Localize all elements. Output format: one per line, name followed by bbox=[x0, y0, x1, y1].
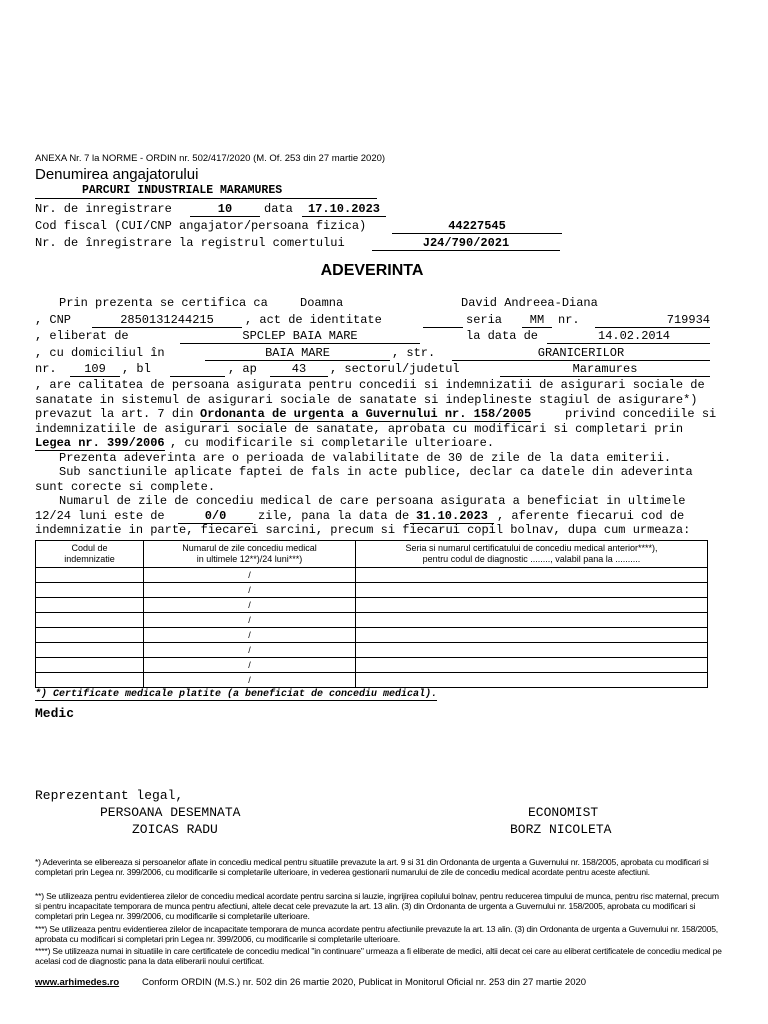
body-line-9: indemnizatiile de asigurari sociale de sanatate, aprobata cu modificari si completari prin bbox=[35, 422, 684, 436]
issue-date: 14.02.2014 bbox=[598, 329, 671, 343]
row-certificate-cell bbox=[356, 673, 708, 688]
row-code-cell bbox=[36, 583, 144, 598]
fiscal-code-label: Cod fiscal (CUI/CNP angajator/persoana fizica) bbox=[35, 219, 367, 233]
cnp-value: 2850131244215 bbox=[120, 313, 214, 327]
id-document-label: , act de identitate bbox=[245, 313, 382, 327]
street-label: , str. bbox=[392, 346, 436, 360]
table-header-row bbox=[36, 541, 708, 568]
until-date: 31.10.2023 bbox=[415, 509, 488, 523]
trade-register-number: J24/790/2021 bbox=[422, 236, 510, 250]
sick-days: 0/0 bbox=[204, 509, 227, 523]
economist-title: ECONOMIST bbox=[528, 805, 599, 820]
column-header-code: Codul de indemnizatie bbox=[36, 541, 144, 568]
medic-label: Medic bbox=[35, 706, 75, 721]
row-certificate-cell bbox=[356, 643, 708, 658]
footnote-3: ***) Se utilizeaza pentru evidentierea zilelor de incapacitate temporara de munca acordate pentru afectiunile prevazute la art. 13 alin. (3) din Ordonanta de urgenta a Guvernului nr. 158/2005, aprobata cu modificari si completari prin Legea nr. 399/2006, cu modificarile si completarile ulterioare. bbox=[35, 924, 718, 944]
table-row bbox=[36, 628, 708, 643]
apartment: 43 bbox=[291, 362, 307, 376]
complete-statement: sunt corecte si complete. bbox=[35, 480, 216, 494]
ordonanta-reference: Ordonanta de urgenta a Guvernului nr. 158/2005 bbox=[200, 407, 532, 421]
row-certificate-cell bbox=[356, 613, 708, 628]
footer-site-link[interactable]: www.arhimedes.ro bbox=[35, 977, 120, 988]
table-row bbox=[36, 643, 708, 658]
row-certificate-cell bbox=[356, 658, 708, 673]
row-days-cell: / bbox=[144, 628, 356, 643]
document-title: ADEVERINTA bbox=[320, 262, 424, 279]
body-line-8b: privind concediile si bbox=[565, 407, 717, 421]
row-code-cell bbox=[36, 658, 144, 673]
row-certificate-cell bbox=[356, 628, 708, 643]
body-line-15a: 12/24 luni este de bbox=[35, 509, 165, 523]
block-underline bbox=[170, 376, 225, 377]
issuer: SPCLEP BAIA MARE bbox=[242, 329, 358, 343]
row-days-cell: / bbox=[144, 673, 356, 688]
issue-date-underline bbox=[547, 343, 710, 344]
footnote-4: ****) Se utilizeaza numai in situatiile in care certificatele de concediu medical "in continuare" urmeaza a fi eliberate de medici, altii decat cei care au eliberat certificatele de concediu medical pe acelasi cod de diagnostic pana la data eliberarii noului certificat. bbox=[35, 946, 722, 966]
id-number-underline bbox=[595, 327, 710, 328]
body-line-16: indemnizatie in parte, fiecarei sarcini, precum si fiecarui copil bolnav, dupa cum urmeaza: bbox=[35, 523, 691, 537]
employer-heading: Denumirea angajatorului bbox=[35, 166, 199, 183]
table-row bbox=[36, 613, 708, 628]
body-line-15b: zile, pana la data de bbox=[258, 509, 410, 523]
person-name: David Andreea-Diana bbox=[461, 296, 598, 310]
row-days-cell: / bbox=[144, 568, 356, 583]
row-days-cell: / bbox=[144, 658, 356, 673]
street-number: 109 bbox=[84, 362, 106, 376]
table-body bbox=[36, 568, 708, 688]
body-line-15c: , aferente fiecarui cod de bbox=[497, 509, 685, 523]
trade-register-label: Nr. de înregistrare la registrul comertului bbox=[35, 236, 345, 250]
validity-statement: Prezenta adeverinta are o perioada de valabilitate de 30 de zile de la data emiterii. bbox=[59, 451, 672, 465]
cnp-underline bbox=[92, 327, 242, 328]
fiscal-code-underline bbox=[392, 233, 562, 234]
county-underline bbox=[500, 376, 710, 377]
row-code-cell bbox=[36, 628, 144, 643]
row-certificate-cell bbox=[356, 598, 708, 613]
row-days-cell: / bbox=[144, 583, 356, 598]
footnote-1: *) Adeverinta se elibereaza si persoanelor aflate in concediu medical pentru situatiile prevazute la art. 9 si 31 din Ordonanta de urgenta a Guvernului nr. 158/2005, aprobata cu modificari si completari prin Legea nr. 399/2006, cu modificarile si completarile ulterioare, in vederea gestionarii numarului de zile de concediu medical acordate pentru aceste afectiuni. bbox=[35, 857, 709, 877]
body-line-8a: prevazut la art. 7 din bbox=[35, 407, 194, 421]
sanction-statement: Sub sanctiunile aplicate faptei de fals in acte publice, declar ca datele din adeverinta bbox=[59, 465, 693, 479]
id-serie-underline bbox=[522, 327, 552, 328]
table-row bbox=[36, 583, 708, 598]
employer-name-underline bbox=[35, 198, 377, 199]
domicile-label: , cu domiciliul în bbox=[35, 346, 165, 360]
employer-name: PARCURI INDUSTRIALE MARAMURES bbox=[82, 184, 283, 197]
designated-person-name: ZOICAS RADU bbox=[132, 822, 218, 837]
row-days-cell: / bbox=[144, 598, 356, 613]
footer-text: Conform ORDIN (M.S.) nr. 502 din 26 martie 2020, Publicat in Monitorul Oficial nr. 253 din 27 martie 2020 bbox=[142, 977, 587, 988]
body-line-14: Numarul de zile de concediu medical de care persoana asigurata a beneficiat in ultimele bbox=[59, 494, 686, 508]
apartment-underline bbox=[270, 376, 328, 377]
issue-date-label: la data de bbox=[466, 329, 539, 343]
row-certificate-cell bbox=[356, 583, 708, 598]
serie-label: seria bbox=[466, 313, 503, 327]
salutation: Doamna bbox=[300, 296, 344, 310]
designated-person-title: PERSOANA DESEMNATA bbox=[100, 805, 241, 820]
row-certificate-cell bbox=[356, 568, 708, 583]
paid-certificates-note: *) Certificate medicale platite (a beneficiat de concediu medical). bbox=[35, 689, 438, 700]
row-code-cell bbox=[36, 673, 144, 688]
street-number-underline bbox=[70, 376, 120, 377]
issuer-underline bbox=[180, 343, 420, 344]
registration-label: Nr. de inregistrare bbox=[35, 202, 172, 216]
body-line-10: , cu modificarile si completarile ulterioare. bbox=[170, 436, 495, 450]
table-row bbox=[36, 658, 708, 673]
cnp-label: , CNP bbox=[35, 313, 72, 327]
id-number-label: nr. bbox=[558, 313, 580, 327]
lege-reference: Legea nr. 399/2006 bbox=[35, 436, 165, 450]
issued-by-label: , eliberat de bbox=[35, 329, 129, 343]
row-code-cell bbox=[36, 598, 144, 613]
table-row bbox=[36, 673, 708, 688]
body-line-7: sanatate in sistemul de asigurari sociale de sanatate si indeplineste stagiul de asigurare*) bbox=[35, 393, 698, 407]
footnote-2: **) Se utilizeaza pentru evidentierea zilelor de concediu medical acordate pentru sarcina si lauzie, ingrijirea copilului bolnav, pentru reducerea timpului de munca, pentru risc maternal, precum si pentru incapacitate temporara de munca pentru afectiuni, altele decat cele prevazute la art. 13 alin. (3) din Ordonanta de urgenta a Guvernului nr. 158/2005, aprobata cu modificari si completari prin Legea nr. 399/2006, cu modificarile si completarile ulterioare. bbox=[35, 891, 719, 921]
table-row bbox=[36, 598, 708, 613]
street: GRANICERILOR bbox=[537, 346, 625, 360]
id-serie: MM bbox=[529, 313, 545, 327]
annex-reference: ANEXA Nr. 7 la NORME - ORDIN nr. 502/417/2020 (M. Of. 253 din 27 martie 2020) bbox=[35, 153, 386, 164]
registration-date-underline bbox=[302, 216, 386, 217]
registration-number-underline bbox=[190, 216, 260, 217]
body-intro: Prin prezenta se certifica ca bbox=[59, 296, 268, 310]
apartment-label: , ap bbox=[228, 362, 257, 376]
block-label: , bl bbox=[122, 362, 151, 376]
street-underline bbox=[452, 360, 710, 361]
column-header-days: Numarul de zile concediu medical in ultimele 12**)/24 luni***) bbox=[144, 541, 356, 568]
sick-leave-table bbox=[35, 540, 708, 688]
legal-representative-label: Reprezentant legal, bbox=[35, 788, 184, 803]
row-days-cell: / bbox=[144, 643, 356, 658]
row-code-cell bbox=[36, 613, 144, 628]
date-label: data bbox=[264, 202, 293, 216]
fiscal-code: 44227545 bbox=[448, 219, 506, 233]
serie-gap-underline bbox=[423, 327, 463, 328]
city-underline bbox=[205, 360, 390, 361]
row-code-cell bbox=[36, 643, 144, 658]
trade-register-underline bbox=[372, 250, 560, 251]
economist-name: BORZ NICOLETA bbox=[510, 822, 612, 837]
county: Maramures bbox=[572, 362, 638, 376]
city: BAIA MARE bbox=[265, 346, 330, 360]
county-label: , sectorul/judetul bbox=[330, 362, 460, 376]
column-header-certificate: Seria si numarul certificatului de concediu medical anterior****), pentru codul de diagnostic ........, valabil pana la .......... bbox=[356, 541, 708, 568]
row-code-cell bbox=[36, 568, 144, 583]
body-line-6: , are calitatea de persoana asigurata pentru concedii si indemnizatii de asigurari sociale de bbox=[35, 378, 705, 392]
registration-date: 17.10.2023 bbox=[307, 202, 380, 216]
number-label: nr. bbox=[35, 362, 57, 376]
row-days-cell: / bbox=[144, 613, 356, 628]
registration-number: 10 bbox=[217, 202, 233, 216]
id-number: 719934 bbox=[666, 313, 710, 327]
table-row bbox=[36, 568, 708, 583]
